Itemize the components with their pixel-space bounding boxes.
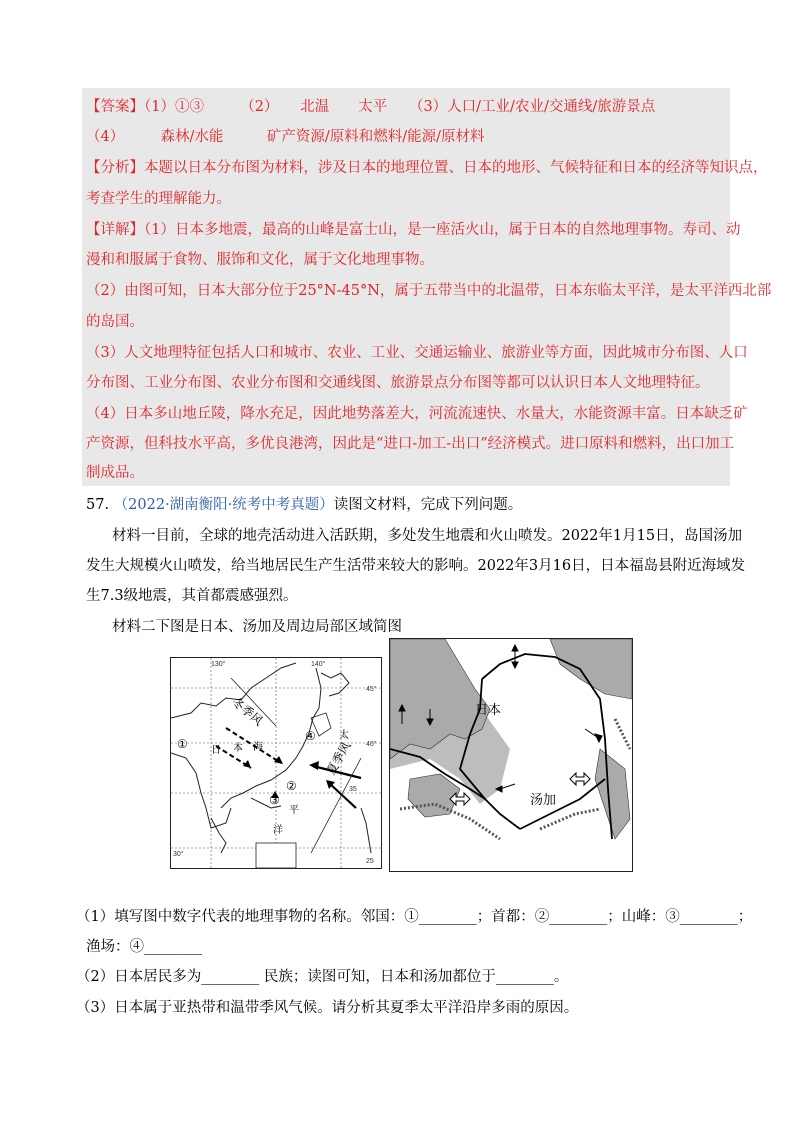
material-one-line: 发生大规模火山喷发，给当地居民生产生活带来较大的影响。2022年3月16日，日本福岛县附近海域发 (86, 558, 746, 574)
sea-label: 日 (211, 745, 221, 756)
question-header (86, 495, 522, 515)
lat-label: 35 (349, 786, 357, 793)
lat-label: 45° (366, 686, 377, 693)
japan-map (170, 657, 382, 869)
answer-line: （4） 森林/水能 矿产资源/原料和燃料/能源/原材料 (86, 129, 485, 145)
lat-label: 30° (173, 851, 184, 858)
tonga-label: 汤加 (530, 792, 557, 807)
detail-line: 【详解】（1）日本多地震，最高的山峰是富士山，是一座活火山，属于日本的自然地理事物。寿司、动 (86, 222, 741, 238)
sea-label: 本 (233, 743, 243, 754)
material-two-line: 材料二下图是日本、汤加及周边局部区域简图 (112, 619, 402, 635)
question-number: 57. (86, 497, 110, 513)
sea-label: 海 (253, 742, 263, 753)
question-source[interactable]: （2022·湖南衡阳·统考中考真题） (113, 497, 334, 513)
analysis-line: 考查学生的理解能力。 (86, 191, 231, 207)
question-prompt: 读图文材料，完成下列问题。 (333, 497, 523, 513)
ocean-label: 洋 (273, 825, 283, 836)
number-two: ② (286, 779, 297, 793)
sub-question-2: （2）日本居民多为________ 民族；读图可知，日本和汤加都位于________。 (76, 969, 569, 985)
answer-line: 【答案】（1）①③ （2） 北温 太平 （3）人口/工业/农业/交通线/旅游景点 (86, 99, 656, 115)
lon-label: 140° (311, 661, 326, 668)
winter-monsoon-label: 冬季风 (229, 694, 266, 729)
detail-line: （4）日本多山地丘陵，降水充足，因此地势落差大，河流流速快、水量大，水能资源丰富。日本缺乏矿 (86, 406, 748, 422)
detail-line: 漫和和服属于食物、服饰和文化，属于文化地理事物。 (86, 252, 434, 268)
detail-line: 产资源，但科技水平高，多优良港湾，因此是“进口-加工-出口”经济模式。进口原料和燃料，出口加工 (86, 436, 735, 452)
detail-line: 分布图、工业分布图、农业分布图和交通线图、旅游景点分布图等都可以认识日本人文地理特征。 (86, 375, 710, 391)
analysis-line: 【分析】本题以日本分布图为材料，涉及日本的地理位置、日本的地形、气候特征和日本的经济等知识点， (86, 160, 768, 176)
lon-label: 130° (211, 661, 226, 668)
lat-label: 25 (366, 858, 374, 865)
ocean-label: 平 (289, 805, 299, 816)
material-one-line: 生7.3级地震，其首都震感强烈。 (86, 588, 298, 604)
ocean-label: 太 (339, 730, 349, 741)
lat-label: 40° (366, 741, 377, 748)
detail-line: 的岛国。 (86, 314, 144, 330)
summer-monsoon-label: 夏季风 (323, 739, 354, 778)
sub-question-1: 渔场：④________ (86, 939, 202, 955)
pacific-plates-map (389, 638, 633, 872)
material-one-line: 材料一目前，全球的地壳活动进入活跃期，多处发生地震和火山喷发。2022年1月15日，岛国汤加 (112, 528, 743, 544)
number-one: ① (177, 737, 188, 751)
number-four: ④ (305, 729, 316, 743)
detail-line: 制成品。 (86, 465, 144, 481)
detail-line: （2）由图可知，日本大部分位于25°N-45°N，属于五带当中的北温带，日本东临太平洋，是太平洋西北部 (86, 283, 772, 299)
japan-label: 日本 (475, 702, 502, 717)
number-three: ③ (269, 793, 280, 807)
detail-line: （3）人文地理特征包括人口和城市、农业、工业、交通运输业、旅游业等方面，因此城市分布图、人口 (86, 345, 748, 361)
sub-question-1: （1）填写图中数字代表的地理事物的名称。邻国：①________；首都：②________；山峰：③________； (76, 909, 753, 925)
sub-question-3: （3）日本属于亚热带和温带季风气候。请分析其夏季太平洋沿岸多雨的原因。 (76, 1000, 579, 1016)
